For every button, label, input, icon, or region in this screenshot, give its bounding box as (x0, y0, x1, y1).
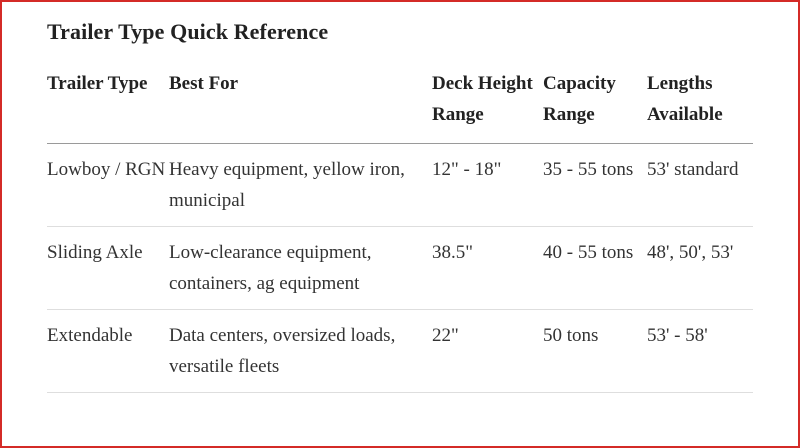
cell-capacity: 50 tons (543, 325, 599, 346)
trailer-reference-table (47, 68, 753, 393)
table-header-row (47, 68, 753, 144)
column-header-trailer-type: Trailer Type (47, 73, 148, 94)
cell-lengths: 53' - 58' (647, 325, 708, 346)
table-row (47, 227, 753, 310)
page-title: Trailer Type Quick Reference (47, 19, 329, 44)
table-row (47, 310, 753, 393)
table-row (47, 144, 753, 227)
cell-lengths: 48', 50', 53' (647, 242, 734, 263)
column-header-best-for: Best For (169, 73, 239, 94)
cell-trailer-type: Sliding Axle (47, 242, 143, 263)
cell-deck-height: 22" (432, 325, 459, 346)
cell-capacity: 40 - 55 tons (543, 242, 634, 263)
column-header-capacity: Capacity Range (543, 73, 616, 125)
cell-best-for: Low-clearance equipment, containers, ag equipment (169, 242, 372, 294)
cell-trailer-type: Extendable (47, 325, 133, 346)
cell-deck-height: 38.5" (432, 242, 474, 263)
cell-trailer-type: Lowboy / RGN (47, 159, 166, 180)
cell-best-for: Heavy equipment, yellow iron, municipal (169, 159, 405, 211)
cell-best-for: Data centers, oversized loads, versatile fleets (169, 325, 396, 377)
column-header-deck-height: Deck Height Range (432, 73, 533, 125)
cell-deck-height: 12" - 18" (432, 159, 502, 180)
cell-capacity: 35 - 55 tons (543, 159, 634, 180)
cell-lengths: 53' standard (647, 159, 739, 180)
column-header-lengths: Lengths Available (647, 73, 723, 125)
